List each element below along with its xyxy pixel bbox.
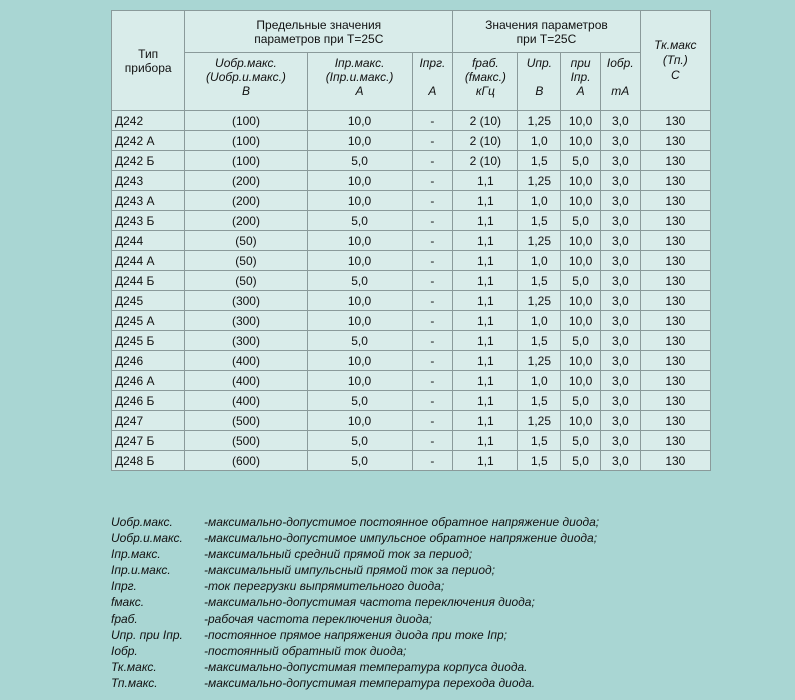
table-cell: - xyxy=(413,431,453,450)
table-cell: 5,0 xyxy=(561,211,600,230)
table-row xyxy=(112,251,710,270)
table-cell: 1,25 xyxy=(518,411,560,430)
table-cell: 3,0 xyxy=(601,151,640,170)
table-cell: 1,5 xyxy=(518,151,560,170)
table-row xyxy=(112,151,710,170)
table-cell: 10,0 xyxy=(308,351,412,370)
table-cell: 10,0 xyxy=(308,131,412,150)
table-row xyxy=(112,391,710,410)
device-type-cell: Д248 Б xyxy=(112,451,184,470)
table-cell: 10,0 xyxy=(561,171,600,190)
table-cell: 1,0 xyxy=(518,371,560,390)
sub-header-line: Uпр. xyxy=(526,56,552,70)
device-type-cell: Д242 А xyxy=(112,131,184,150)
table-cell: - xyxy=(413,391,453,410)
header-i-fwd-max xyxy=(308,53,412,110)
table-cell: 5,0 xyxy=(308,271,412,290)
table-cell: 130 xyxy=(641,411,710,430)
table-cell: 1,0 xyxy=(518,131,560,150)
table-cell: 130 xyxy=(641,291,710,310)
table-cell: 1,0 xyxy=(518,191,560,210)
table-cell: 5,0 xyxy=(561,391,600,410)
table-cell: 1,5 xyxy=(518,431,560,450)
table-cell: (600) xyxy=(185,451,306,470)
table-cell: 10,0 xyxy=(561,111,600,130)
header-device-type: Тип прибора xyxy=(112,11,184,110)
table-cell: 1,1 xyxy=(453,271,517,290)
table-cell: - xyxy=(413,291,453,310)
table-cell: 130 xyxy=(641,151,710,170)
sub-header-unit: А xyxy=(355,84,364,98)
table-cell: 3,0 xyxy=(601,171,640,190)
table-cell: 1,1 xyxy=(453,311,517,330)
sub-header-line: (Iпр.и.макс.) xyxy=(325,70,394,84)
table-cell: - xyxy=(413,231,453,250)
legend-item xyxy=(111,578,599,594)
legend-description: -ток перегрузки выпрямительного диода; xyxy=(204,579,445,594)
device-type-cell: Д246 xyxy=(112,351,184,370)
table-cell: 5,0 xyxy=(308,451,412,470)
table-cell: 1,25 xyxy=(518,351,560,370)
table-row xyxy=(112,311,710,330)
table-cell: - xyxy=(413,111,453,130)
sub-header-line: (Uобр.и.макс.) xyxy=(206,70,286,84)
legend-item xyxy=(111,514,599,530)
header-u-rev-max xyxy=(185,53,306,110)
table-cell: (300) xyxy=(185,311,306,330)
table-row xyxy=(112,351,710,370)
table-cell: 130 xyxy=(641,351,710,370)
table-cell: 130 xyxy=(641,311,710,330)
table-cell: 3,0 xyxy=(601,451,640,470)
table-cell: 3,0 xyxy=(601,411,640,430)
table-cell: (400) xyxy=(185,351,306,370)
table-cell: 10,0 xyxy=(308,251,412,270)
table-cell: (200) xyxy=(185,211,306,230)
device-type-cell: Д246 Б xyxy=(112,391,184,410)
table-cell: - xyxy=(413,351,453,370)
legend-item xyxy=(111,627,599,643)
legend-item xyxy=(111,546,599,562)
table-cell: 1,1 xyxy=(453,451,517,470)
table-cell: 10,0 xyxy=(561,191,600,210)
legend-term: fраб. xyxy=(111,611,138,626)
legend-description: -постоянное прямое напряжения диода при токе Iпр; xyxy=(204,627,508,642)
legend-item xyxy=(111,562,599,578)
device-type-cell: Д245 А xyxy=(112,311,184,330)
legend-description: -максимально-допустимая частота переключения диода; xyxy=(204,595,535,610)
table-cell: 3,0 xyxy=(601,291,640,310)
legend-item xyxy=(111,594,599,610)
table-cell: - xyxy=(413,211,453,230)
header-i-overload xyxy=(413,53,453,110)
table-cell: 1,25 xyxy=(518,171,560,190)
sub-header-unit: В xyxy=(241,84,250,98)
table-cell: - xyxy=(413,371,453,390)
table-cell: 1,1 xyxy=(453,171,517,190)
table-cell: 1,25 xyxy=(518,231,560,250)
table-cell: 10,0 xyxy=(561,411,600,430)
table-cell: (500) xyxy=(185,431,306,450)
table-cell: (200) xyxy=(185,171,306,190)
table-cell: 10,0 xyxy=(308,291,412,310)
table-cell: 3,0 xyxy=(601,231,640,250)
table-cell: 10,0 xyxy=(561,131,600,150)
table-cell: 1,1 xyxy=(453,391,517,410)
table-cell: 10,0 xyxy=(561,291,600,310)
table-cell: 10,0 xyxy=(561,371,600,390)
diode-spec-table xyxy=(111,10,711,471)
table-cell: 1,1 xyxy=(453,351,517,370)
table-cell: (50) xyxy=(185,271,306,290)
sub-header-line: Iпр. xyxy=(570,70,591,84)
table-cell: 10,0 xyxy=(561,231,600,250)
table-cell: 1,1 xyxy=(453,231,517,250)
table-cell: 10,0 xyxy=(561,351,600,370)
legend-term: Тп.макс. xyxy=(111,675,158,690)
table-cell: 3,0 xyxy=(601,371,640,390)
table-cell: 3,0 xyxy=(601,211,640,230)
table-row xyxy=(112,131,710,150)
device-type-cell: Д245 Б xyxy=(112,331,184,350)
device-type-cell: Д242 Б xyxy=(112,151,184,170)
legend-description: -максимально-допустимое импульсное обратное напряжение диода; xyxy=(204,531,598,546)
table-cell: 5,0 xyxy=(561,431,600,450)
table-cell: 3,0 xyxy=(601,431,640,450)
legend-item xyxy=(111,643,599,659)
table-row xyxy=(112,331,710,350)
table-cell: - xyxy=(413,451,453,470)
table-cell: 130 xyxy=(641,251,710,270)
table-cell: 1,1 xyxy=(453,191,517,210)
table-row xyxy=(112,191,710,210)
device-type-cell: Д245 xyxy=(112,291,184,310)
table-cell: 5,0 xyxy=(561,331,600,350)
sub-header-unit: А xyxy=(428,84,437,98)
table-cell: 10,0 xyxy=(561,311,600,330)
table-cell: 130 xyxy=(641,371,710,390)
device-type-cell: Д244 Б xyxy=(112,271,184,290)
table-cell: 130 xyxy=(641,111,710,130)
sub-header-unit: mА xyxy=(611,84,630,98)
table-cell: 1,1 xyxy=(453,331,517,350)
header-f-work xyxy=(453,53,517,110)
table-cell: (50) xyxy=(185,251,306,270)
table-cell: 1,5 xyxy=(518,271,560,290)
legend-term: Iпрг. xyxy=(111,579,137,594)
table-cell: 1,1 xyxy=(453,371,517,390)
legend-item xyxy=(111,659,599,675)
sub-header-line: fраб. xyxy=(471,56,499,70)
table-cell: 1,5 xyxy=(518,391,560,410)
legend-term: Тк.макс. xyxy=(111,659,157,674)
table-cell: 2 (10) xyxy=(453,111,517,130)
table-cell: 10,0 xyxy=(308,191,412,210)
sub-header-line: при xyxy=(570,56,591,70)
device-type-cell: Д243 Б xyxy=(112,211,184,230)
table-cell: 3,0 xyxy=(601,111,640,130)
table-cell: 130 xyxy=(641,331,710,350)
sub-header-unit: А xyxy=(576,84,585,98)
table-cell: (400) xyxy=(185,371,306,390)
table-cell: (100) xyxy=(185,111,306,130)
table-cell: 2 (10) xyxy=(453,131,517,150)
table-cell: 1,1 xyxy=(453,431,517,450)
legend-item xyxy=(111,530,599,546)
table-cell: 10,0 xyxy=(308,231,412,250)
table-cell: - xyxy=(413,271,453,290)
table-cell: 10,0 xyxy=(561,251,600,270)
table-cell: - xyxy=(413,151,453,170)
table-cell: 1,1 xyxy=(453,251,517,270)
table-row xyxy=(112,211,710,230)
sub-header-unit: кГц xyxy=(475,84,495,98)
table-row xyxy=(112,451,710,470)
table-cell: 5,0 xyxy=(561,451,600,470)
legend-description: -рабочая частота переключения диода; xyxy=(204,611,433,626)
device-type-cell: Д243 xyxy=(112,171,184,190)
table-cell: 5,0 xyxy=(308,151,412,170)
table-cell: 3,0 xyxy=(601,331,640,350)
legend-description: -постоянный обратный ток диода; xyxy=(204,643,407,658)
header-tk-max: Тк.макс (Тп.) C xyxy=(641,11,710,110)
legend-description: -максимальный импульсный прямой ток за период; xyxy=(204,563,495,578)
table-cell: - xyxy=(413,171,453,190)
legend-item xyxy=(111,611,599,627)
table-cell: 1,5 xyxy=(518,451,560,470)
legend-description: -максимально-допустимая температура перехода диода. xyxy=(204,675,536,690)
device-type-cell: Д243 А xyxy=(112,191,184,210)
sub-header-line: Iпрг. xyxy=(419,56,446,70)
device-type-cell: Д247 xyxy=(112,411,184,430)
table-cell: 130 xyxy=(641,271,710,290)
table-cell: 5,0 xyxy=(561,151,600,170)
table-cell: 10,0 xyxy=(308,311,412,330)
header-i-rev xyxy=(601,53,640,110)
legend-term: fмакс. xyxy=(111,595,145,610)
table-row xyxy=(112,271,710,290)
sub-header-line: (fмакс.) xyxy=(464,70,506,84)
table-cell: (300) xyxy=(185,291,306,310)
table-cell: (200) xyxy=(185,191,306,210)
table-cell: 5,0 xyxy=(308,431,412,450)
table-cell: 130 xyxy=(641,431,710,450)
table-cell: 5,0 xyxy=(308,211,412,230)
table-cell: 1,5 xyxy=(518,331,560,350)
table-cell: 1,1 xyxy=(453,211,517,230)
table-cell: 3,0 xyxy=(601,311,640,330)
table-cell: 1,1 xyxy=(453,291,517,310)
legend-description: -максимально-допустимое постоянное обратное напряжение диода; xyxy=(204,515,600,529)
table-cell: 1,1 xyxy=(453,411,517,430)
table-row xyxy=(112,431,710,450)
table-cell: 130 xyxy=(641,211,710,230)
legend-description: -максимально-допустимая температура корпуса диода. xyxy=(204,659,528,674)
table-cell: - xyxy=(413,131,453,150)
device-type-cell: Д247 Б xyxy=(112,431,184,450)
legend-term: Iобр. xyxy=(111,643,138,658)
sub-header-line: Uобр.макс. xyxy=(215,56,277,70)
table-cell: 2 (10) xyxy=(453,151,517,170)
table-cell: 3,0 xyxy=(601,191,640,210)
table-cell: (100) xyxy=(185,131,306,150)
device-type-cell: Д246 А xyxy=(112,371,184,390)
table-cell: - xyxy=(413,311,453,330)
table-cell: - xyxy=(413,411,453,430)
table-cell: (100) xyxy=(185,151,306,170)
table-cell: 10,0 xyxy=(308,411,412,430)
table-cell: 3,0 xyxy=(601,271,640,290)
table-cell: (50) xyxy=(185,231,306,250)
table-cell: 130 xyxy=(641,131,710,150)
table-cell: 1,25 xyxy=(518,291,560,310)
table-row xyxy=(112,371,710,390)
table-row xyxy=(112,231,710,250)
legend-term: Uобр.макс. xyxy=(111,515,173,529)
table-cell: (500) xyxy=(185,411,306,430)
header-limit-values: Предельные значения параметров при T=25С xyxy=(185,11,452,52)
table-cell: 130 xyxy=(641,171,710,190)
table-cell: (400) xyxy=(185,391,306,410)
table-cell: - xyxy=(413,191,453,210)
legend-item xyxy=(111,675,599,691)
table-cell: 5,0 xyxy=(561,271,600,290)
table-cell: 1,0 xyxy=(518,251,560,270)
header-parameter-values: Значения параметров при T=25С xyxy=(453,11,639,52)
legend-term: Uобр.и.макс. xyxy=(111,531,183,546)
device-type-cell: Д244 xyxy=(112,231,184,250)
table-row xyxy=(112,411,710,430)
table-cell: 1,0 xyxy=(518,311,560,330)
table-cell: 10,0 xyxy=(308,371,412,390)
table-cell: 130 xyxy=(641,191,710,210)
table-cell: 5,0 xyxy=(308,331,412,350)
table-cell: 5,0 xyxy=(308,391,412,410)
sub-header-line: Iобр. xyxy=(606,56,634,70)
table-cell: (300) xyxy=(185,331,306,350)
table-row xyxy=(112,111,710,130)
table-cell: 3,0 xyxy=(601,351,640,370)
device-type-cell: Д242 xyxy=(112,111,184,130)
table-cell: 10,0 xyxy=(308,111,412,130)
table-cell: 3,0 xyxy=(601,131,640,150)
sub-header-unit: В xyxy=(535,84,544,98)
table-cell: 130 xyxy=(641,391,710,410)
sub-header-line: Iпр.макс. xyxy=(334,56,385,70)
table-cell: 1,5 xyxy=(518,211,560,230)
table-cell: - xyxy=(413,251,453,270)
table-cell: 130 xyxy=(641,231,710,250)
header-at-i-fwd xyxy=(561,53,600,110)
header-u-fwd xyxy=(518,53,560,110)
table-cell: 1,25 xyxy=(518,111,560,130)
legend xyxy=(111,514,599,691)
table-row xyxy=(112,171,710,190)
table-cell: 3,0 xyxy=(601,251,640,270)
legend-term: Uпр. при Iпр. xyxy=(111,627,183,642)
table-row xyxy=(112,291,710,310)
legend-term: Iпр.и.макс. xyxy=(111,563,171,578)
legend-description: -максимальный средний прямой ток за период; xyxy=(204,547,473,562)
device-type-cell: Д244 А xyxy=(112,251,184,270)
table-cell: 10,0 xyxy=(308,171,412,190)
legend-term: Iпр.макс. xyxy=(111,547,161,562)
table-cell: 3,0 xyxy=(601,391,640,410)
table-cell: 130 xyxy=(641,451,710,470)
table-cell: - xyxy=(413,331,453,350)
